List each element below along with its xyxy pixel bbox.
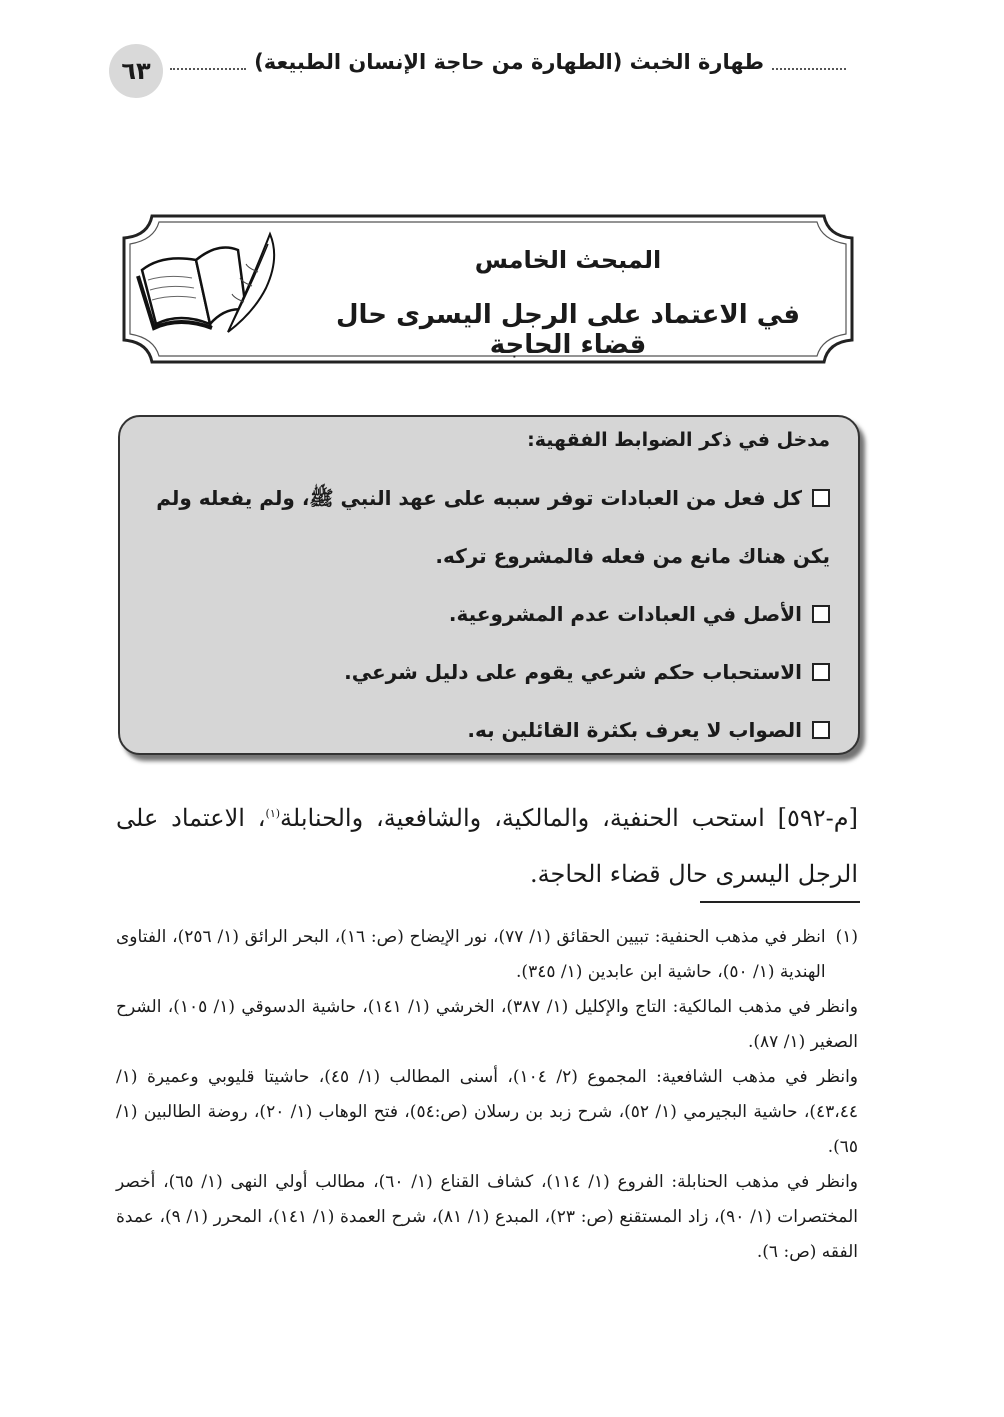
- page-number: ٦٣: [109, 44, 163, 98]
- rule-text: الصواب لا يعرف بكثرة القائلين به.: [467, 718, 802, 742]
- rules-heading: مدخل في ذكر الضوابط الفقهية:: [527, 429, 830, 451]
- checkbox-icon: [812, 605, 830, 623]
- rule-text: كل فعل من العبادات توفر سببه على عهد النبي ﷺ، ولم يفعله ولم يكن هناك مانع من فعله فالمشروع تركه.: [156, 486, 830, 568]
- footnote-reference: (١): [265, 807, 281, 820]
- body-text-start: [م-٥٩٢] استحب الحنفية، والمالكية، والشافعية، والحنابلة: [280, 804, 858, 832]
- footnotes: [116, 920, 858, 1270]
- rule-item: [136, 585, 830, 643]
- section-title-block: [302, 212, 834, 362]
- rule-item: [136, 469, 830, 585]
- section-label: المبحث الخامس: [474, 246, 662, 274]
- body-text-end: ، الاعتماد على الرجل اليسرى حال قضاء الحاجة.: [116, 804, 858, 888]
- header-dots-left: [170, 68, 246, 70]
- running-header: [170, 42, 846, 82]
- book-and-quill-icon: [134, 228, 284, 338]
- footnote-mark: (١): [835, 927, 858, 947]
- rule-text: الأصل في العبادات عدم المشروعية.: [448, 602, 802, 626]
- rule-item: [136, 643, 830, 701]
- body-paragraph: [116, 786, 858, 902]
- checkbox-icon: [812, 663, 830, 681]
- rule-text: الاستحباب حكم شرعي يقوم على دليل شرعي.: [344, 660, 802, 684]
- footnote-hanafi: انظر في مذهب الحنفية: تبيين الحقائق (١/ ٧٧)، نور الإيضاح (ص: ١٦)، البحر الرائق (١/ ٢٥٦)، الفتاوى الهندية (١/ ٥٠)، حاشية ابن عابدين (١/ ٣٤٥).: [116, 927, 826, 982]
- footnote-maliki: وانظر في مذهب المالكية: التاج والإكليل (١/ ٣٨٧)، الخرشي (١/ ١٤١)، حاشية الدسوقي (١/ ١٠٥)، الشرح الصغير (١/ ٨٧).: [116, 997, 858, 1052]
- jurisprudence-rules-box: [118, 415, 860, 755]
- checkbox-icon: [812, 489, 830, 507]
- section-title: في الاعتماد على الرجل اليسرى حال قضاء الحاجة: [335, 300, 801, 360]
- running-title: طهارة الخبث (الطهارة من حاجة الإنسان الطبيعة): [254, 50, 764, 74]
- footnote-divider: [700, 901, 860, 903]
- rule-item: [136, 701, 830, 759]
- header-dots-right: [772, 68, 846, 70]
- checkbox-icon: [812, 721, 830, 739]
- footnote-hanbali: وانظر في مذهب الحنابلة: الفروع (١/ ١١٤)، كشاف القناع (١/ ٦٠)، مطالب أولي النهى (١/ ٦٥)، أخصر المختصرات (١/ ٩٠)، زاد المستقنع (ص: ٢٣)، المبدع (١/ ٨١)، شرح العمدة (١/ ١٤١)، المحرر (١/ ٩)، عمدة الفقه (ص: ٦).: [116, 1172, 858, 1262]
- footnote-1: [116, 920, 858, 990]
- section-title-frame: [112, 212, 864, 367]
- footnote-shafii: وانظر في مذهب الشافعية: المجموع (٢/ ١٠٤)، أسنى المطالب (١/ ٤٥)، حاشيتا قليوبي وعميرة (١/ ٤٣،٤٤)، حاشية البجيرمي (١/ ٥٢)، شرح زبد بن رسلان (ص:٥٤)، فتح الوهاب (١/ ٢٠)، روضة الطالبين (١/ ٦٥).: [116, 1067, 859, 1157]
